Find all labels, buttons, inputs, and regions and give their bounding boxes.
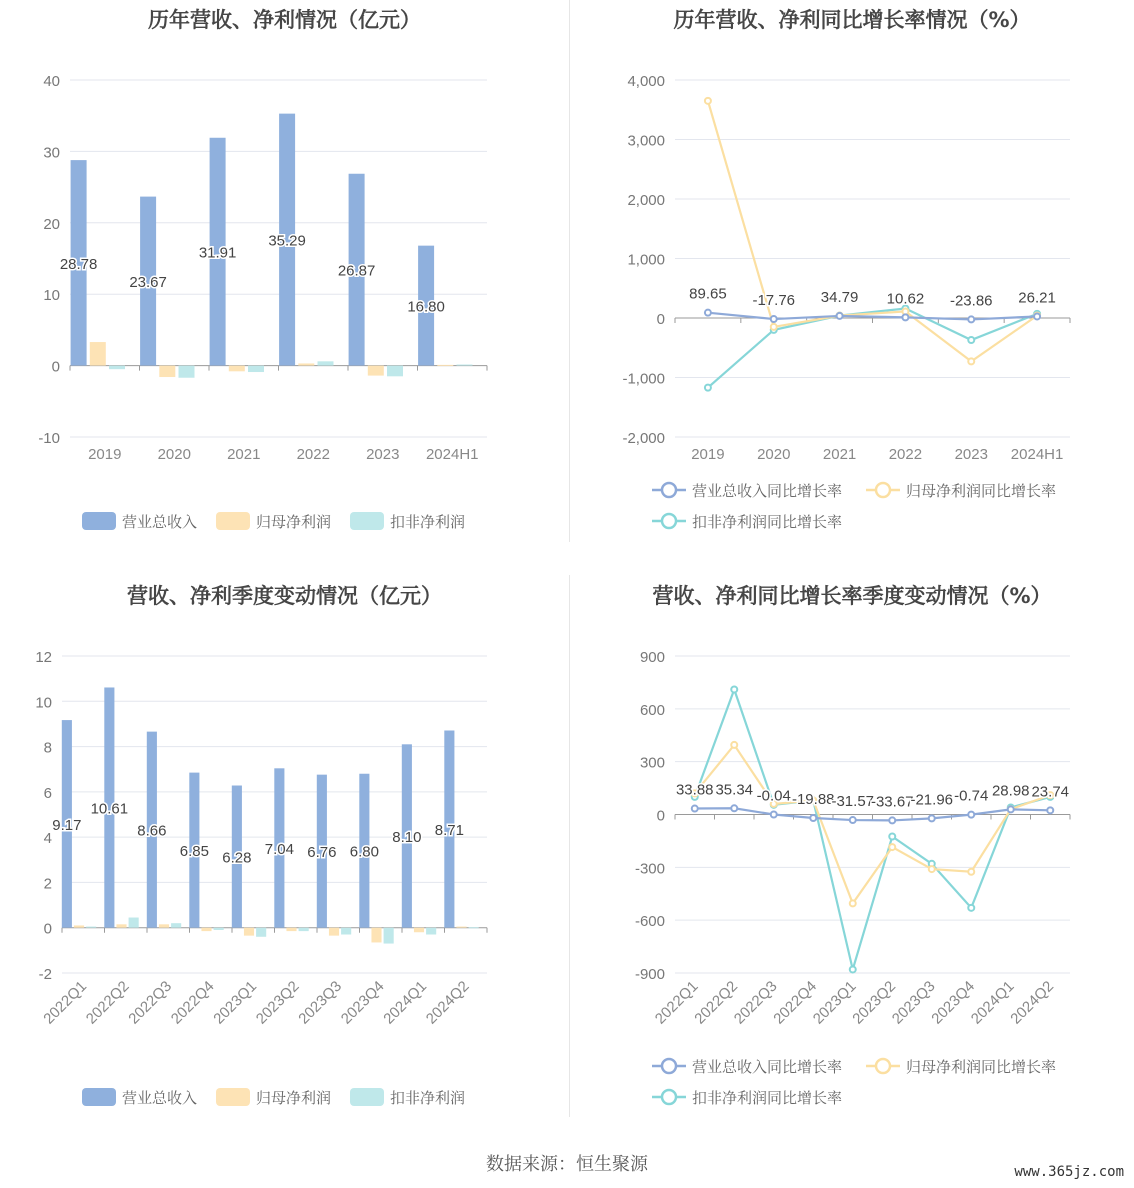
data-label: -33.67: [870, 793, 914, 811]
data-label: -21.96: [910, 791, 954, 809]
point-net-profit-yoy: [889, 844, 895, 850]
bar-deducted-profit: [129, 918, 139, 928]
data-label: 6.80: [349, 843, 379, 861]
data-label: 35.34: [715, 781, 754, 799]
x-tick-label: 2022Q3: [125, 977, 176, 1028]
data-label: 9.17: [52, 816, 82, 834]
point-deducted-profit-yoy: [889, 834, 895, 840]
legend-marker-deducted-profit-yoy: [662, 514, 676, 528]
annual-revenue-profit-chart: [0, 0, 569, 545]
x-tick-label: 2024Q2: [1007, 977, 1058, 1028]
bar-net-profit: [456, 927, 466, 928]
legend-marker-revenue-yoy: [662, 1059, 676, 1073]
point-revenue-yoy: [771, 812, 777, 818]
data-label: 8.71: [434, 822, 464, 840]
point-revenue-yoy: [850, 817, 856, 823]
bar-deducted-profit: [256, 928, 266, 937]
y-tick-label: 0: [51, 358, 60, 376]
legend-swatch-deducted-profit: [350, 512, 384, 530]
data-label: -0.74: [954, 787, 989, 805]
data-label: 8.10: [392, 829, 422, 847]
bar-net-profit: [329, 928, 339, 936]
chart-title: 营收、净利同比增长率季度变动情况（%）: [652, 584, 1052, 608]
bar-deducted-profit: [299, 928, 309, 931]
legend-marker-net-profit-yoy: [876, 483, 890, 497]
x-tick-label: 2022Q1: [40, 977, 91, 1028]
y-tick-label: 6: [43, 784, 52, 802]
x-tick-label: 2022Q2: [691, 977, 742, 1028]
legend-label: 营业总收入: [122, 513, 198, 531]
x-tick-label: 2022Q4: [167, 977, 218, 1028]
quarterly-growth-rate-chart: [570, 576, 1134, 1121]
bar-net-profit: [414, 928, 424, 933]
y-tick-label: 2,000: [627, 192, 665, 209]
legend-label: 归母净利润: [256, 1089, 332, 1107]
point-revenue-yoy: [968, 316, 974, 322]
point-deducted-profit-yoy: [705, 385, 711, 391]
data-label: 89.65: [689, 285, 727, 303]
x-tick-label: 2020: [757, 446, 791, 463]
data-label: 10.62: [886, 290, 925, 308]
legend-swatch-deducted-profit: [350, 1088, 384, 1106]
y-tick-label: 1,000: [627, 251, 665, 269]
point-revenue-yoy: [731, 805, 737, 811]
annual-growth-rate-chart: [570, 0, 1134, 545]
point-net-profit-yoy: [705, 98, 711, 104]
x-tick-label: 2023Q2: [849, 977, 900, 1028]
y-tick-label: -10: [38, 430, 60, 447]
point-revenue-yoy: [889, 817, 895, 823]
y-tick-label: 4,000: [627, 73, 665, 90]
data-source: 数据来源：恒生聚源: [486, 1154, 648, 1175]
y-tick-label: 0: [43, 920, 52, 938]
point-revenue-yoy: [692, 806, 698, 812]
annual-growth-rate-plot: [570, 0, 1134, 545]
y-tick-label: -1,000: [622, 370, 665, 388]
legend-label: 营业总收入同比增长率: [692, 482, 843, 500]
data-label: 26.87: [337, 262, 376, 280]
bar-deducted-profit: [86, 927, 96, 928]
x-tick-label: 2020: [157, 446, 191, 463]
x-tick-label: 2022Q1: [651, 977, 702, 1028]
y-tick-label: 2: [43, 875, 52, 893]
chart-title: 营收、净利季度变动情况（亿元）: [127, 584, 442, 608]
data-label: 23.74: [1031, 783, 1070, 801]
x-tick-label: 2019: [88, 446, 122, 463]
point-revenue-yoy: [929, 815, 935, 821]
x-tick-label: 2023: [366, 446, 400, 463]
x-tick-label: 2022Q4: [770, 977, 821, 1028]
data-label: 7.04: [264, 841, 294, 859]
data-label: 6.76: [307, 844, 337, 862]
watermark: www.365jz.com: [1014, 1164, 1124, 1180]
point-revenue-yoy: [1034, 313, 1040, 319]
bar-deducted-profit: [457, 365, 473, 366]
y-tick-label: 30: [43, 144, 60, 162]
bar-net-profit: [368, 366, 384, 376]
x-tick-label: 2021: [822, 446, 857, 463]
legend-label: 扣非净利润同比增长率: [692, 1089, 843, 1107]
legend-swatch-revenue: [82, 512, 116, 530]
point-deducted-profit-yoy: [731, 686, 737, 692]
y-tick-label: -2: [38, 966, 52, 983]
bar-net-profit: [229, 366, 245, 372]
data-label: 31.91: [198, 244, 237, 262]
point-revenue-yoy: [837, 313, 843, 319]
bar-deducted-profit: [469, 927, 479, 928]
legend-label: 归母净利润: [256, 513, 332, 531]
chart-title: 历年营收、净利情况（亿元）: [148, 8, 421, 32]
point-deducted-profit-yoy: [850, 966, 856, 972]
bar-net-profit: [159, 924, 169, 927]
x-tick-label: 2024Q1: [967, 977, 1018, 1028]
y-tick-label: -2,000: [622, 430, 665, 447]
x-tick-label: 2024Q1: [380, 977, 431, 1028]
bar-deducted-profit: [248, 366, 264, 372]
legend-marker-deducted-profit-yoy: [662, 1090, 676, 1104]
point-net-profit-yoy: [968, 358, 974, 364]
point-revenue-yoy: [968, 812, 974, 818]
point-deducted-profit-yoy: [968, 905, 974, 911]
data-label: -17.76: [752, 292, 796, 310]
legend-swatch-net-profit: [216, 1088, 250, 1106]
bar-net-profit: [244, 928, 254, 936]
y-tick-label: 12: [35, 649, 52, 666]
legend-label: 扣非净利润同比增长率: [692, 513, 843, 531]
legend-label: 扣非净利润: [390, 513, 466, 531]
data-label: -0.04: [756, 787, 791, 805]
x-tick-label: 2022Q2: [82, 977, 133, 1028]
x-tick-label: 2019: [691, 446, 725, 463]
bar-deducted-profit: [384, 928, 394, 944]
x-tick-label: 2023Q1: [210, 977, 261, 1028]
point-net-profit-yoy: [929, 866, 935, 872]
point-revenue-yoy: [1047, 807, 1053, 813]
legend-marker-revenue-yoy: [662, 483, 676, 497]
x-tick-label: 2023Q4: [337, 977, 388, 1028]
point-revenue-yoy: [810, 815, 816, 821]
data-label: -19.88: [791, 791, 835, 809]
x-tick-label: 2023Q4: [928, 977, 979, 1028]
x-tick-label: 2023Q1: [809, 977, 860, 1028]
data-label: 16.80: [407, 298, 445, 316]
data-label: 26.21: [1018, 289, 1056, 307]
point-deducted-profit-yoy: [968, 337, 974, 343]
bar-deducted-profit: [387, 366, 403, 377]
y-tick-label: -600: [634, 913, 665, 931]
data-label: 28.78: [59, 255, 98, 273]
data-label: 33.88: [675, 781, 714, 799]
data-label: -23.86: [949, 292, 993, 310]
bar-net-profit: [90, 342, 106, 366]
y-tick-label: 20: [43, 215, 60, 233]
point-net-profit-yoy: [968, 869, 974, 875]
bar-net-profit: [116, 924, 126, 927]
y-tick-label: 3,000: [627, 132, 665, 150]
bar-deducted-profit: [109, 366, 125, 370]
y-tick-label: 40: [43, 73, 60, 90]
y-tick-label: 300: [639, 754, 665, 772]
line-net-profit-yoy: [695, 745, 1051, 904]
chart-title: 历年营收、净利同比增长率情况（%）: [673, 8, 1031, 32]
data-label: 6.85: [179, 843, 209, 861]
data-label: -31.57: [831, 793, 875, 811]
x-tick-label: 2021: [227, 446, 261, 463]
quarterly-revenue-profit-chart: [0, 576, 569, 1121]
bar-net-profit: [74, 925, 84, 927]
x-tick-label: 2022Q3: [730, 977, 781, 1028]
legend-label: 归母净利润同比增长率: [906, 1058, 1057, 1076]
point-revenue-yoy: [1008, 806, 1014, 812]
point-revenue-yoy: [771, 316, 777, 322]
bar-net-profit: [201, 928, 211, 931]
y-tick-label: 8: [43, 739, 52, 757]
data-label: 34.79: [820, 288, 859, 306]
bar-deducted-profit: [171, 923, 181, 928]
legend-label: 归母净利润同比增长率: [906, 482, 1057, 500]
bar-net-profit: [298, 363, 314, 365]
point-revenue-yoy: [902, 314, 908, 320]
bar-net-profit: [437, 365, 453, 366]
x-tick-label: 2023Q3: [888, 977, 939, 1028]
legend-swatch-net-profit: [216, 512, 250, 530]
bar-deducted-profit: [318, 361, 334, 365]
point-net-profit-yoy: [771, 324, 777, 330]
y-tick-label: 0: [656, 311, 665, 328]
y-tick-label: 900: [639, 649, 665, 666]
x-tick-label: 2022: [296, 446, 330, 463]
point-net-profit-yoy: [850, 900, 856, 906]
quarterly-revenue-profit-plot: [0, 576, 569, 1121]
bar-deducted-profit: [341, 928, 351, 935]
bar-net-profit: [371, 928, 381, 943]
legend-label: 扣非净利润: [390, 1089, 466, 1107]
x-tick-label: 2022: [888, 446, 923, 463]
data-label: 35.29: [268, 232, 306, 250]
quarterly-growth-rate-plot: [570, 576, 1134, 1121]
y-tick-label: -900: [634, 966, 665, 983]
bar-net-profit: [286, 928, 296, 931]
y-tick-label: 4: [43, 830, 52, 848]
annual-revenue-profit-plot: [0, 0, 569, 545]
data-label: 28.98: [991, 782, 1030, 800]
x-tick-label: 2023: [954, 446, 988, 463]
legend-label: 营业总收入: [122, 1089, 198, 1107]
x-tick-label: 2024H1: [1010, 446, 1064, 463]
x-tick-label: 2024Q2: [422, 977, 473, 1028]
point-revenue-yoy: [705, 310, 711, 316]
bar-deducted-profit: [179, 366, 195, 378]
legend-label: 营业总收入同比增长率: [692, 1058, 843, 1076]
y-tick-label: -300: [634, 860, 665, 878]
bar-deducted-profit: [426, 928, 436, 935]
data-label: 8.66: [137, 822, 167, 840]
y-tick-label: 600: [639, 701, 665, 719]
x-tick-label: 2023Q3: [295, 977, 346, 1028]
legend-marker-net-profit-yoy: [876, 1059, 890, 1073]
bar-deducted-profit: [214, 928, 224, 930]
bar-net-profit: [159, 366, 175, 377]
y-tick-label: 10: [43, 287, 60, 305]
data-label: 10.61: [90, 800, 129, 818]
data-label: 23.67: [129, 274, 167, 292]
x-tick-label: 2024H1: [425, 446, 479, 463]
y-tick-label: 10: [35, 694, 52, 712]
x-tick-label: 2023Q2: [252, 977, 303, 1028]
legend-swatch-revenue: [82, 1088, 116, 1106]
point-net-profit-yoy: [731, 742, 737, 748]
y-tick-label: 0: [656, 807, 665, 825]
data-label: 6.28: [222, 849, 252, 867]
